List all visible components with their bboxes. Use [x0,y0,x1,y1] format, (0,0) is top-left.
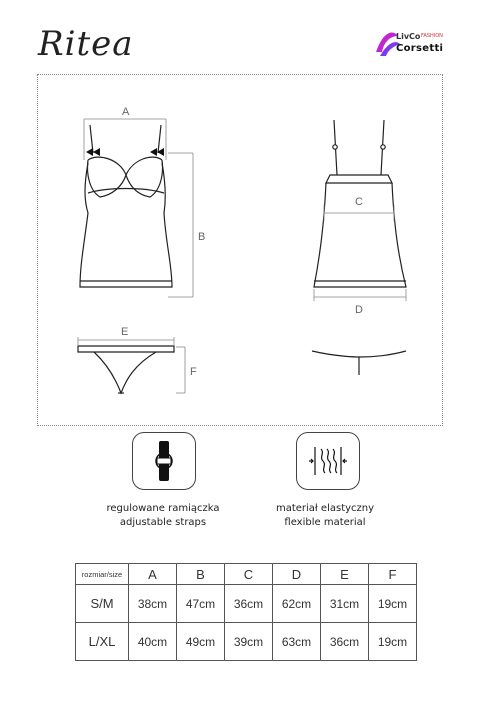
size-table-corner: rozmiar/size [76,564,129,585]
column-header: E [321,564,369,585]
feature-box-straps [132,432,196,490]
table-cell: 19cm [369,585,417,623]
feature-box-elastic [296,432,360,490]
dimension-e [78,337,174,345]
feature-elastic-en: flexible material [284,517,366,528]
table-cell: 49cm [177,623,225,661]
adjustable-strap-icon [133,433,195,489]
size-table [75,563,417,661]
technical-drawing-panel [37,74,443,426]
table-cell: 19cm [369,623,417,661]
table-cell: 36cm [225,585,273,623]
feature-straps-text [95,502,231,530]
size-table-header-row [76,564,417,585]
column-header: C [225,564,273,585]
feature-straps-en: adjustable straps [119,517,207,528]
size-label: S/M [76,585,129,623]
column-header: F [369,564,417,585]
table-cell: 36cm [321,623,369,661]
dimension-d [314,289,406,301]
table-cell: 38cm [129,585,177,623]
dimension-label-a: A [122,106,130,118]
thong-back-drawing [312,351,406,375]
logo-text-livco: LivCo [396,32,421,41]
table-cell: 62cm [273,585,321,623]
logo-text-fashion: FASHION [421,33,443,39]
table-cell: 63cm [273,623,321,661]
garment-diagram [38,75,442,425]
dimension-label-f: F [190,366,197,378]
table-row [76,623,417,661]
dimension-label-b: B [198,231,206,243]
thong-front-drawing [78,346,174,393]
bow-icon-left [86,148,100,156]
table-cell: 40cm [129,623,177,661]
bow-icon-right [150,148,164,156]
size-label: L/XL [76,623,129,661]
brand-logo-icon [372,22,462,62]
table-cell: 31cm [321,585,369,623]
table-cell: 39cm [225,623,273,661]
dimension-label-e: E [121,326,129,338]
column-header: B [177,564,225,585]
column-header: D [273,564,321,585]
product-title: Ritea [38,24,134,64]
feature-elastic-pl: materiał elastyczny [275,503,375,514]
dimension-label-d: D [355,304,363,316]
table-cell: 47cm [177,585,225,623]
logo-text-corsetti: Corsetti [396,43,444,54]
elastic-material-icon [297,433,359,489]
column-header: A [129,564,177,585]
feature-straps-pl: regulowane ramiączka [106,503,220,514]
dimension-f [176,347,185,393]
table-row [76,585,417,623]
feature-elastic-text [257,502,393,530]
dimension-label-c: C [355,196,363,208]
chemise-front-drawing [80,125,172,287]
